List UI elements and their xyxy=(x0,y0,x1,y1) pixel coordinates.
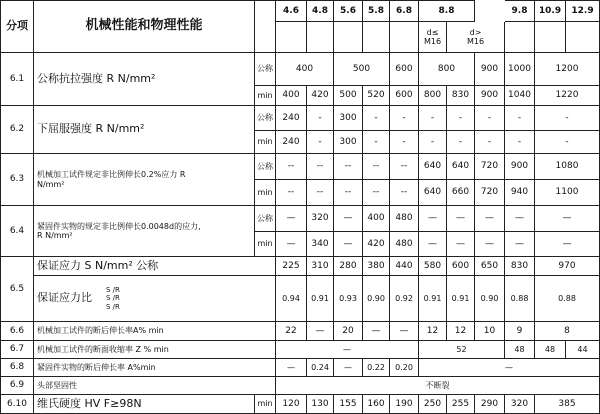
value-cell: 1200 xyxy=(535,53,600,86)
ratio-line: S /R xyxy=(106,294,120,303)
value-cell: 12 xyxy=(447,322,475,341)
grade-header-lower xyxy=(363,22,390,53)
value-cell: — xyxy=(419,206,447,232)
grade-header-6-8: 6.8 xyxy=(390,0,419,22)
grade-8-8-sub-large xyxy=(447,22,505,53)
value-cell: - xyxy=(363,131,390,154)
value-cell: 44 xyxy=(566,341,600,359)
value-cell: 0.90 xyxy=(475,276,505,322)
value-cell: 250 xyxy=(419,395,447,414)
value-cell: -- xyxy=(307,154,334,180)
value-cell: 0.94 xyxy=(276,276,307,322)
value-cell: 480 xyxy=(390,206,419,232)
ratio-line: S /R xyxy=(106,286,120,295)
value-cell: — xyxy=(276,232,307,257)
row-label xyxy=(34,154,255,206)
row-label-line: 保证应力比 xyxy=(37,291,92,305)
value-cell: - xyxy=(363,106,390,131)
value-cell: - xyxy=(390,131,419,154)
nominal-label xyxy=(255,53,276,86)
value-cell: 0.91 xyxy=(419,276,447,322)
min-label: min xyxy=(255,395,276,414)
value-cell: — xyxy=(390,322,419,341)
value-cell: 940 xyxy=(505,180,535,206)
value-cell: 155 xyxy=(334,395,363,414)
value-cell: 420 xyxy=(307,86,334,106)
row-id-cell: 6.3 xyxy=(0,154,34,206)
value-cell: -- xyxy=(390,180,419,206)
value-cell: 0.88 xyxy=(535,276,600,322)
row-label: 机械加工试件的断面收缩率 Z % min xyxy=(34,341,276,359)
grade-header-8-8: 8.8 xyxy=(419,0,475,22)
grade-header-lower xyxy=(276,22,307,53)
value-cell: — xyxy=(447,232,475,257)
value-cell: 830 xyxy=(447,86,475,106)
value-cell: - xyxy=(475,131,505,154)
grade-header-5-8: 5.8 xyxy=(363,0,390,22)
value-cell: 520 xyxy=(363,86,390,106)
value-cell: 580 xyxy=(419,257,447,276)
value-cell: 48 xyxy=(505,341,535,359)
value-cell: 0.22 xyxy=(363,359,390,377)
value-cell: 640 xyxy=(447,154,475,180)
value-cell: -- xyxy=(276,154,307,180)
value-cell: 20 xyxy=(334,322,363,341)
value-cell: — xyxy=(334,232,363,257)
value-cell: 0.88 xyxy=(505,276,535,322)
row-label-line: N/mm² xyxy=(37,179,65,189)
grade-header-lower xyxy=(535,22,566,53)
value-cell: 600 xyxy=(390,86,419,106)
value-cell: — xyxy=(447,206,475,232)
value-cell: — xyxy=(419,232,447,257)
nominal-label: 公称 xyxy=(255,154,276,180)
value-cell: 22 xyxy=(276,322,307,341)
value-cell: - xyxy=(505,106,535,131)
row-id-cell: 6.6 xyxy=(0,322,34,341)
value-cell: 720 xyxy=(475,180,505,206)
value-cell: 225 xyxy=(276,257,307,276)
value-cell: - xyxy=(447,106,475,131)
value-cell: 0.24 xyxy=(307,359,334,377)
value-cell: 0.91 xyxy=(307,276,334,322)
sub-label: M16 xyxy=(423,37,442,46)
row-id-cell: 6.1 xyxy=(0,53,34,106)
value-cell: 400 xyxy=(276,86,307,106)
value-cell: 440 xyxy=(390,257,419,276)
value-cell: 300 xyxy=(334,106,363,131)
value-cell: 10 xyxy=(475,322,505,341)
grade-8-8-sub-small xyxy=(419,22,447,53)
sub-label: d≤ xyxy=(426,27,439,37)
row-id-cell: 6.7 xyxy=(0,341,34,359)
value-cell: -- xyxy=(276,180,307,206)
value-cell: — xyxy=(535,232,600,257)
value-cell: 640 xyxy=(419,154,447,180)
value-cell: - xyxy=(505,131,535,154)
value-cell: 130 xyxy=(307,395,334,414)
value-cell: -- xyxy=(363,180,390,206)
value-cell: 320 xyxy=(505,395,535,414)
grade-header-9-8: 9.8 xyxy=(505,0,535,22)
value-cell: - xyxy=(535,131,600,154)
row-label: 头部坚固性 xyxy=(34,377,276,395)
grade-header-4-6: 4.6 xyxy=(276,0,307,22)
value-cell: 0.20 xyxy=(390,359,419,377)
value-cell: 420 xyxy=(363,232,390,257)
row-label-ratio xyxy=(34,276,276,322)
value-cell: 1080 xyxy=(535,154,600,180)
value-cell: 480 xyxy=(390,232,419,257)
value-cell: 320 xyxy=(307,206,334,232)
value-cell: 800 xyxy=(419,86,447,106)
value-cell: — xyxy=(334,206,363,232)
value-cell: 400 xyxy=(276,53,334,86)
value-cell: — xyxy=(535,206,600,232)
row-id-cell: 6.2 xyxy=(0,106,34,154)
value-cell: 190 xyxy=(390,395,419,414)
value-cell: -- xyxy=(390,154,419,180)
value-cell: 385 xyxy=(535,395,600,414)
value-cell: 600 xyxy=(447,257,475,276)
value-cell: 660 xyxy=(447,180,475,206)
value-cell: 48 xyxy=(535,341,566,359)
value-cell: — xyxy=(334,359,363,377)
value-cell: -- xyxy=(307,180,334,206)
value-cell: - xyxy=(475,106,505,131)
row-id-cell: 6.9 xyxy=(0,377,34,395)
value-cell: 640 xyxy=(419,180,447,206)
row-label: 保证应力 S N/mm² 公称 xyxy=(34,257,276,276)
value-cell: 240 xyxy=(276,106,307,131)
value-cell: -- xyxy=(334,154,363,180)
value-cell: 12 xyxy=(419,322,447,341)
row-label-line: 紧固件实物的规定非比例伸长0.0048d的应力, xyxy=(37,221,201,231)
header-item-cell: 分项 xyxy=(0,0,34,53)
value-cell: 900 xyxy=(505,154,535,180)
nominal-label: 公称 xyxy=(255,106,276,131)
value-cell: -- xyxy=(334,180,363,206)
row-label: 机械加工试件的断后伸长率A% min xyxy=(34,322,276,341)
grade-header-12-9: 12.9 xyxy=(566,0,600,22)
sub-label: M16 xyxy=(466,37,485,46)
value-cell: 900 xyxy=(475,86,505,106)
value-cell: — xyxy=(475,232,505,257)
row-id-cell: 6.8 xyxy=(0,359,34,377)
header-blank-cell xyxy=(255,0,276,53)
value-cell: 900 xyxy=(475,53,505,86)
value-cell: -- xyxy=(363,154,390,180)
value-cell: - xyxy=(419,106,447,131)
min-label: min xyxy=(255,180,276,206)
value-cell: 8 xyxy=(535,322,600,341)
value-cell: 1220 xyxy=(535,86,600,106)
sub-label: d> xyxy=(469,27,482,37)
row-id-cell: 6.5 xyxy=(0,257,34,322)
row-label: 下屈服强度 R N/mm² xyxy=(34,106,255,154)
value-cell: 800 xyxy=(419,53,475,86)
value-cell: 1000 xyxy=(505,53,535,86)
value-cell: 9 xyxy=(505,322,535,341)
value-cell: - xyxy=(307,106,334,131)
value-cell: 290 xyxy=(475,395,505,414)
value-cell: 600 xyxy=(390,53,419,86)
value-cell: - xyxy=(390,106,419,131)
row-label: 维氏硬度 HV F≥98N xyxy=(34,395,255,414)
row-label-line: 机械加工试件规定非比例伸长0.2%应力 R xyxy=(37,170,186,180)
value-cell: 255 xyxy=(447,395,475,414)
value-cell: 52 xyxy=(419,341,505,359)
value-cell: 380 xyxy=(363,257,390,276)
grade-header-lower xyxy=(566,22,600,53)
value-cell: 830 xyxy=(505,257,535,276)
grade-header-lower xyxy=(307,22,334,53)
ratio-line: S /R xyxy=(106,302,120,311)
value-cell: - xyxy=(419,131,447,154)
row-label: 公称抗拉强度 R N/mm² xyxy=(34,53,255,106)
value-cell: — xyxy=(276,359,307,377)
value-cell: — xyxy=(505,206,535,232)
value-cell: 310 xyxy=(307,257,334,276)
value-cell: - xyxy=(535,106,600,131)
value-cell: 280 xyxy=(334,257,363,276)
value-cell: — xyxy=(505,232,535,257)
value-cell: 120 xyxy=(276,395,307,414)
grade-header-5-6: 5.6 xyxy=(334,0,363,22)
value-cell: - xyxy=(307,131,334,154)
value-cell: 650 xyxy=(475,257,505,276)
grade-header-4-8: 4.8 xyxy=(307,0,334,22)
value-cell: 0.91 xyxy=(447,276,475,322)
grade-header-10-9: 10.9 xyxy=(535,0,566,22)
value-cell: 不断裂 xyxy=(276,377,600,395)
row-id-cell: 6.4 xyxy=(0,206,34,257)
value-cell: 970 xyxy=(535,257,600,276)
value-cell: 340 xyxy=(307,232,334,257)
value-cell: 300 xyxy=(334,131,363,154)
value-cell: 160 xyxy=(363,395,390,414)
value-cell: 1100 xyxy=(535,180,600,206)
value-cell: — xyxy=(419,359,600,377)
nominal-text: 公称 xyxy=(257,64,273,74)
value-cell: 500 xyxy=(334,53,390,86)
value-cell: 0.93 xyxy=(334,276,363,322)
value-cell: — xyxy=(363,322,390,341)
value-cell: 240 xyxy=(276,131,307,154)
min-label: min xyxy=(255,131,276,154)
nominal-label: 公称 xyxy=(255,206,276,232)
grade-header-lower xyxy=(390,22,419,53)
value-cell: 0.90 xyxy=(363,276,390,322)
value-cell: — xyxy=(475,206,505,232)
value-cell: — xyxy=(307,322,334,341)
row-label: 紧固件实物的断后伸长率 A%min xyxy=(34,359,276,377)
value-cell: 1040 xyxy=(505,86,535,106)
value-cell: — xyxy=(276,341,419,359)
min-label: min xyxy=(255,232,276,257)
value-cell: — xyxy=(276,206,307,232)
min-label: min xyxy=(255,86,276,106)
row-label xyxy=(34,206,255,257)
value-cell: 720 xyxy=(475,154,505,180)
row-id-cell: 6.10 xyxy=(0,395,34,414)
grade-header-lower xyxy=(334,22,363,53)
value-cell: 0.92 xyxy=(390,276,419,322)
header-property-cell: 机械性能和物理性能 xyxy=(34,0,255,53)
value-cell: 400 xyxy=(363,206,390,232)
row-label-line: R N/mm² xyxy=(37,231,73,240)
value-cell: 500 xyxy=(334,86,363,106)
grade-header-lower xyxy=(505,22,535,53)
value-cell: - xyxy=(447,131,475,154)
